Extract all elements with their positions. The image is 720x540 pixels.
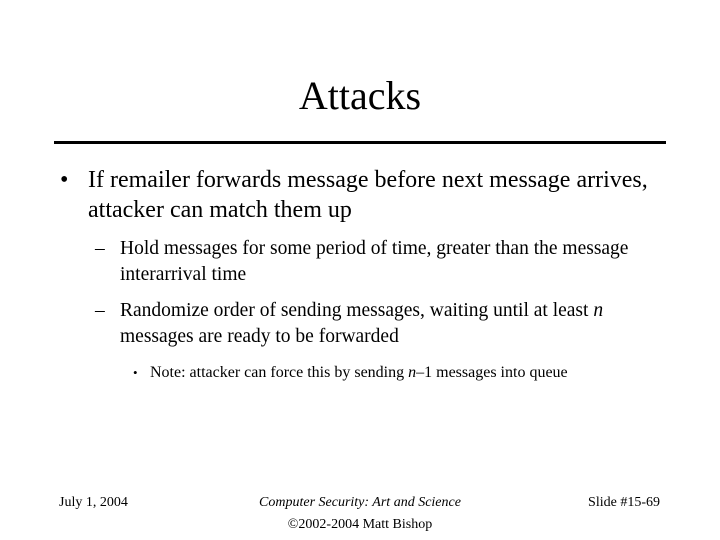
subbullet-text: Hold messages for some period of time, greater than the message interarrival time bbox=[120, 238, 629, 285]
subbullet-item bbox=[95, 236, 668, 288]
bullet-text: If remailer forwards message before next message arrives, attacker can match them up bbox=[88, 167, 648, 223]
bullet-marker: • bbox=[60, 167, 69, 193]
subsubbullet-marker: • bbox=[133, 365, 138, 380]
title-divider bbox=[54, 141, 666, 144]
italic-variable: n bbox=[408, 364, 417, 381]
subbullet-item bbox=[95, 298, 668, 350]
footer-book-title: Computer Security: Art and Science bbox=[259, 495, 461, 510]
subsubbullet-text-end: –1 messages into queue bbox=[416, 364, 568, 381]
subbullet-text-end: messages are ready to be forwarded bbox=[120, 326, 399, 347]
bullet-item bbox=[60, 165, 668, 225]
footer-slide-number: Slide #15-69 bbox=[588, 495, 660, 510]
italic-variable: n bbox=[593, 300, 604, 321]
subbullet-marker: – bbox=[95, 238, 105, 259]
footer-copyright: ©2002-2004 Matt Bishop bbox=[287, 517, 433, 532]
subsubbullet-item bbox=[133, 361, 650, 385]
subbullet-marker: – bbox=[95, 300, 105, 321]
subsubbullet-text-start: Note: attacker can force this by sending bbox=[150, 364, 409, 381]
footer-center bbox=[200, 492, 520, 536]
subbullet-text-start: Randomize order of sending messages, waiting until at least bbox=[120, 300, 594, 321]
footer-date: July 1, 2004 bbox=[59, 495, 128, 510]
slide-title: Attacks bbox=[298, 73, 422, 118]
